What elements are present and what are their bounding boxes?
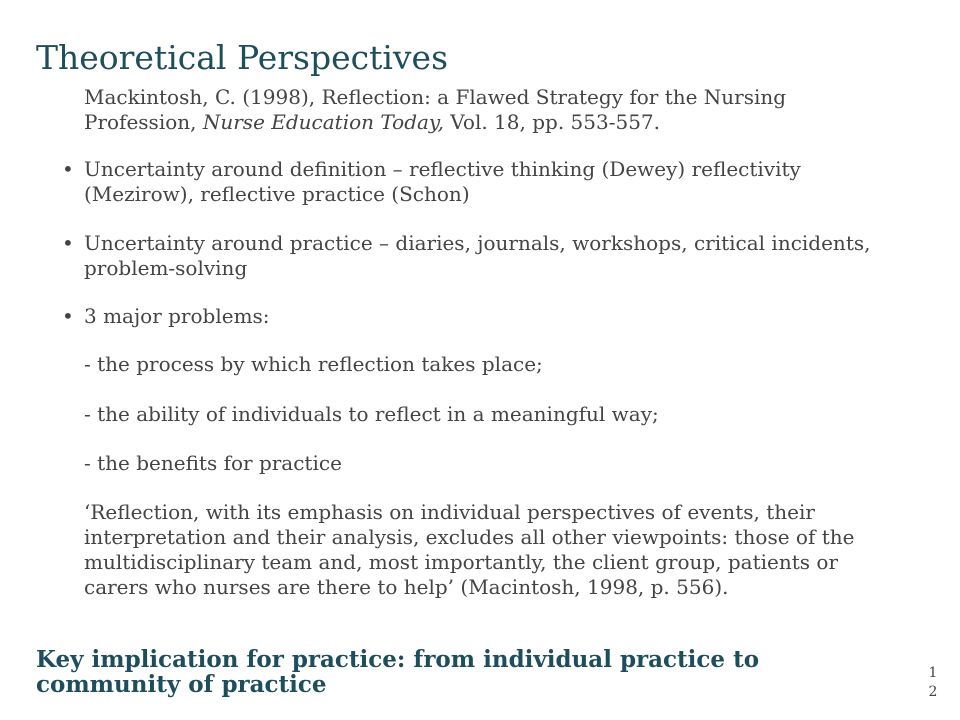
- page-number: 12: [928, 665, 938, 700]
- sub-point-benefits: - the benefits for practice: [84, 451, 342, 475]
- bullet-text: Uncertainty around practice – diaries, journals, workshops, critical incidents, problem-solving: [84, 231, 871, 280]
- citation: [84, 85, 904, 135]
- bullet-icon: •: [62, 231, 74, 255]
- citation-volume-pages: Vol. 18, pp. 553-557.: [443, 110, 661, 134]
- citation-authors-title: Mackintosh, C. (1998), Reflection: a Flawed Strategy for the Nursing Profession,: [84, 85, 787, 134]
- bullet-icon: •: [62, 304, 74, 328]
- quote: ‘Reflection, with its emphasis on individual perspectives of events, their interpretation and their analysis, excludes all other viewpoints: those of the multidisciplinary team and, most importantly, the client group, patients or carers who nurses are there to help’ (Macintosh, 1998, p. 556).: [84, 500, 855, 599]
- bullet-text: Uncertainty around definition – reflective thinking (Dewey) reflectivity (Mezirow), reflective practice (Schon): [84, 157, 801, 206]
- citation-journal: Nurse Education Today,: [202, 110, 444, 134]
- key-implication: Key implication for practice: from individual practice to community of practice: [36, 646, 760, 698]
- bullet-item-problems: [62, 304, 914, 329]
- bullet-text: 3 major problems:: [84, 304, 270, 328]
- slide-title: Theoretical Perspectives: [36, 38, 449, 77]
- sub-point-process: - the process by which reflection takes place;: [84, 352, 543, 376]
- bullet-item-practice: [62, 231, 914, 281]
- bullet-icon: •: [62, 157, 74, 181]
- sub-point-ability: - the ability of individuals to reflect in a meaningful way;: [84, 402, 659, 426]
- bullet-item-definition: [62, 157, 914, 207]
